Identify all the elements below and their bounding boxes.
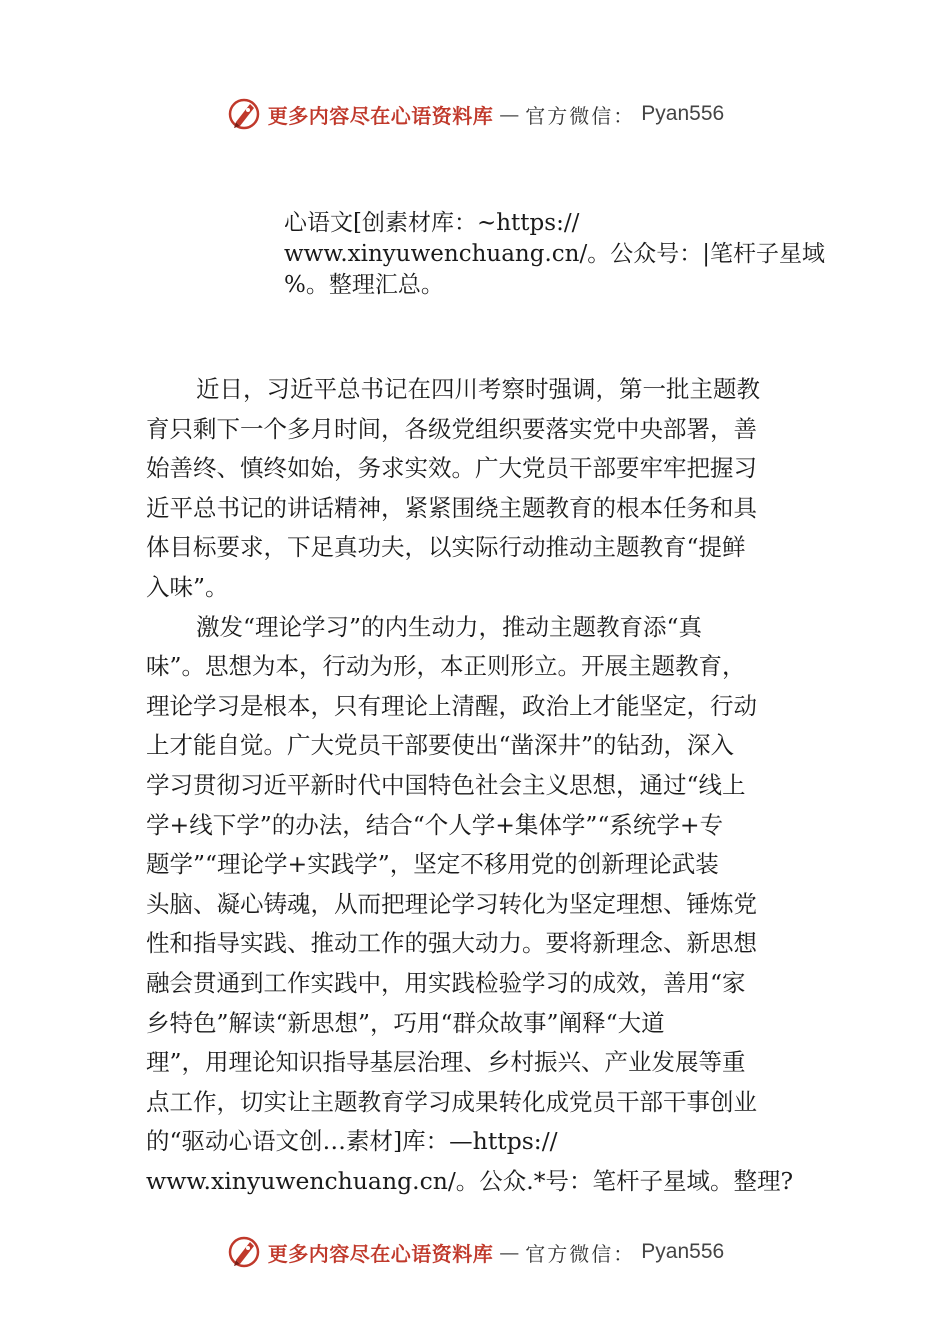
paragraph-line: 性和指导实践、推动工作的强大动力。要将新理念、新思想 xyxy=(146,929,757,958)
paragraph-line: www.xinyuwenchuang.cn/。公众.*号：笔杆子星域。整理? xyxy=(146,1166,794,1195)
paragraph-line: 题学”“理论学+实践学”，坚定不移用党的创新理论武装 xyxy=(146,850,719,879)
article-body xyxy=(146,370,826,1201)
paragraph-line: 体目标要求，下足真功夫，以实际行动推动主题教育“提鲜 xyxy=(146,533,746,562)
paragraph-line: 融会贯通到工作实践中，用实践检验学习的成效，善用“家 xyxy=(146,968,746,997)
paragraph-line: 理论学习是根本，只有理论上清醒，政治上才能坚定，行动 xyxy=(146,691,757,720)
banner-wechat-label: 官方微信： xyxy=(525,1241,636,1266)
banner-separator: — xyxy=(499,1240,520,1264)
footer-banner xyxy=(0,1232,950,1272)
banner-wechat-label: 官方微信： xyxy=(525,103,636,128)
banner-brand-text: 更多内容尽在心语资料库 xyxy=(267,1241,494,1266)
paragraph-line: 学+线下学”的办法，结合“个人学+集体学”“系统学+专 xyxy=(146,810,724,839)
paragraph-line: 近平总书记的讲话精神，紧紧围绕主题教育的根本任务和具 xyxy=(146,493,757,522)
banner-wechat-id: Pyan556 xyxy=(641,102,725,125)
pen-logo-icon xyxy=(226,96,262,132)
paragraph-line: 乡特色”解读“新思想”，巧用“群众故事”阐释“大道 xyxy=(146,1008,665,1037)
paragraph-line: 始善终、慎终如始，务求实效。广大党员干部要牢牢把握习 xyxy=(146,454,757,483)
banner-separator: — xyxy=(499,102,520,126)
source-note xyxy=(284,208,844,301)
source-note-line: www.xinyuwenchuang.cn/。公众号：|笔杆子星域 xyxy=(284,241,825,267)
paragraph-line: 学习贯彻习近平新时代中国特色社会主义思想，通过“线上 xyxy=(146,770,746,799)
header-banner xyxy=(0,94,950,134)
paragraph-1 xyxy=(146,370,826,608)
banner-wechat-id: Pyan556 xyxy=(641,1240,725,1263)
pen-logo-icon xyxy=(226,1234,262,1270)
paragraph-line: 味”。思想为本，行动为形，本正则形立。开展主题教育， xyxy=(146,652,746,681)
paragraph-line: 上才能自觉。广大党员干部要使出“凿深井”的钻劲，深入 xyxy=(146,731,735,760)
paragraph-line: 激发“理论学习”的内生动力，推动主题教育添“真 xyxy=(196,612,703,641)
paragraph-line: 入味”。 xyxy=(146,572,229,601)
paragraph-line: 头脑、凝心铸魂，从而把理论学习转化为坚定理想、锤炼党 xyxy=(146,889,757,918)
banner-brand-text: 更多内容尽在心语资料库 xyxy=(267,103,494,128)
paragraph-line: 点工作，切实让主题教育学习成果转化成党员干部干事创业 xyxy=(146,1087,757,1116)
source-note-line: %。整理汇总。 xyxy=(284,272,444,298)
paragraph-line: 近日，习近平总书记在四川考察时强调，第一批主题教 xyxy=(196,375,760,403)
paragraph-line: 的“驱动心语文创…素材]库：—https:// xyxy=(146,1127,558,1156)
paragraph-2 xyxy=(146,608,826,1202)
paragraph-line: 育只剩下一个多月时间，各级党组织要落实党中央部署，善 xyxy=(146,414,757,443)
paragraph-line: 理”，用理论知识指导基层治理、乡村振兴、产业发展等重 xyxy=(146,1048,746,1077)
source-note-line: 心语文[创素材库：~https:// xyxy=(284,210,580,236)
